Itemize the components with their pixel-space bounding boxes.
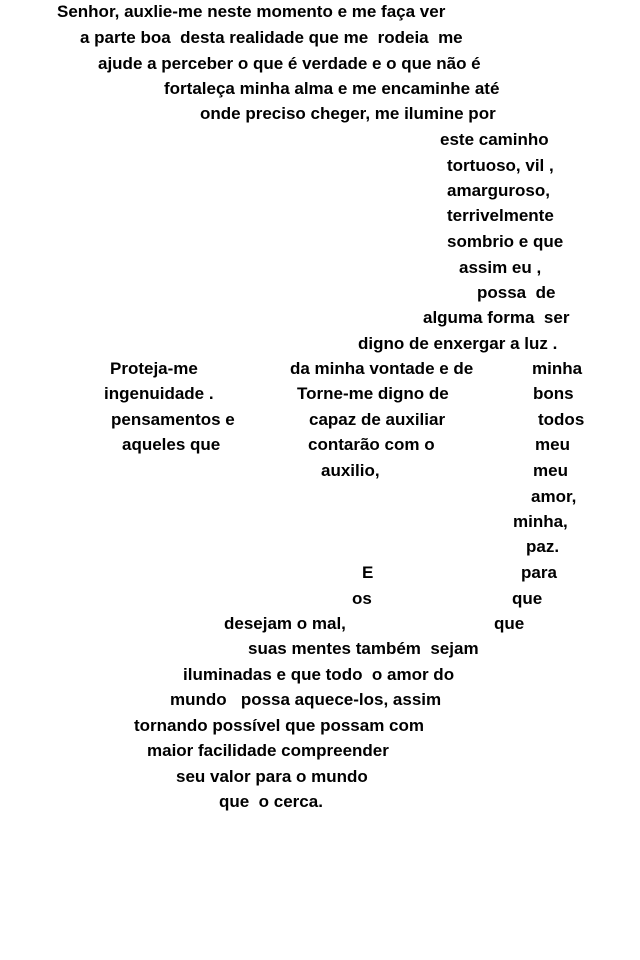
poem-line-15: Proteja-me (110, 359, 198, 378)
poem-line-12: possa de (477, 283, 556, 302)
poem-line-33: para (521, 563, 557, 582)
poem-line-44: que o cerca. (219, 792, 323, 811)
poem-line-28: meu (533, 461, 568, 480)
poem-line-3: ajude a perceber o que é verdade e o que não é (98, 54, 481, 73)
poem-line-5: onde preciso cheger, me ilumine por (200, 104, 496, 123)
poem-line-18: ingenuidade . (104, 384, 214, 403)
poem-line-31: paz. (526, 537, 560, 556)
poem-line-10: sombrio e que (447, 232, 564, 251)
poem-line-32: E (362, 563, 374, 582)
poem-line-27: auxilio, (321, 461, 380, 480)
poem-line-23: todos (538, 410, 585, 429)
poem-line-17: minha (532, 359, 583, 378)
poem-line-43: seu valor para o mundo (176, 767, 368, 786)
poem-line-22: capaz de auxiliar (309, 410, 446, 429)
poem-line-11: assim eu , (459, 258, 542, 277)
poem-line-14: digno de enxergar a luz . (358, 334, 558, 353)
poem-line-36: desejam o mal, (224, 614, 346, 633)
poem-line-2: a parte boa desta realidade que me rodeia me (80, 28, 463, 47)
poem-line-9: terrivelmente (447, 206, 554, 225)
poem-line-19: Torne-me digno de (297, 384, 449, 403)
poem-line-1: Senhor, auxlie-me neste momento e me faça ver (57, 2, 446, 21)
poem-line-30: minha, (513, 512, 568, 531)
poem-line-6: este caminho (440, 130, 549, 149)
poem-line-26: meu (535, 435, 570, 454)
poem-line-7: tortuoso, vil , (447, 156, 554, 175)
poem-line-25: contarão com o (308, 435, 435, 454)
poem-line-4: fortaleça minha alma e me encaminhe até (164, 79, 500, 98)
poem-line-8: amarguroso, (447, 181, 550, 200)
poem-line-37: que (494, 614, 525, 633)
poem-line-42: maior facilidade compreender (147, 741, 389, 760)
poem-line-20: bons (533, 384, 574, 403)
poem-line-34: os (352, 589, 372, 608)
poem-line-39: iluminadas e que todo o amor do (183, 665, 455, 684)
poem-line-16: da minha vontade e de (290, 359, 474, 378)
poem-line-40: mundo possa aquece-los, assim (170, 690, 442, 709)
poem-line-21: pensamentos e (111, 410, 235, 429)
poem-line-35: que (512, 589, 543, 608)
poem-line-24: aqueles que (122, 435, 221, 454)
poem-line-29: amor, (531, 487, 577, 506)
poem-line-13: alguma forma ser (423, 308, 570, 327)
poem-line-41: tornando possível que possam com (134, 716, 425, 735)
poem-line-38: suas mentes também sejam (248, 639, 479, 658)
